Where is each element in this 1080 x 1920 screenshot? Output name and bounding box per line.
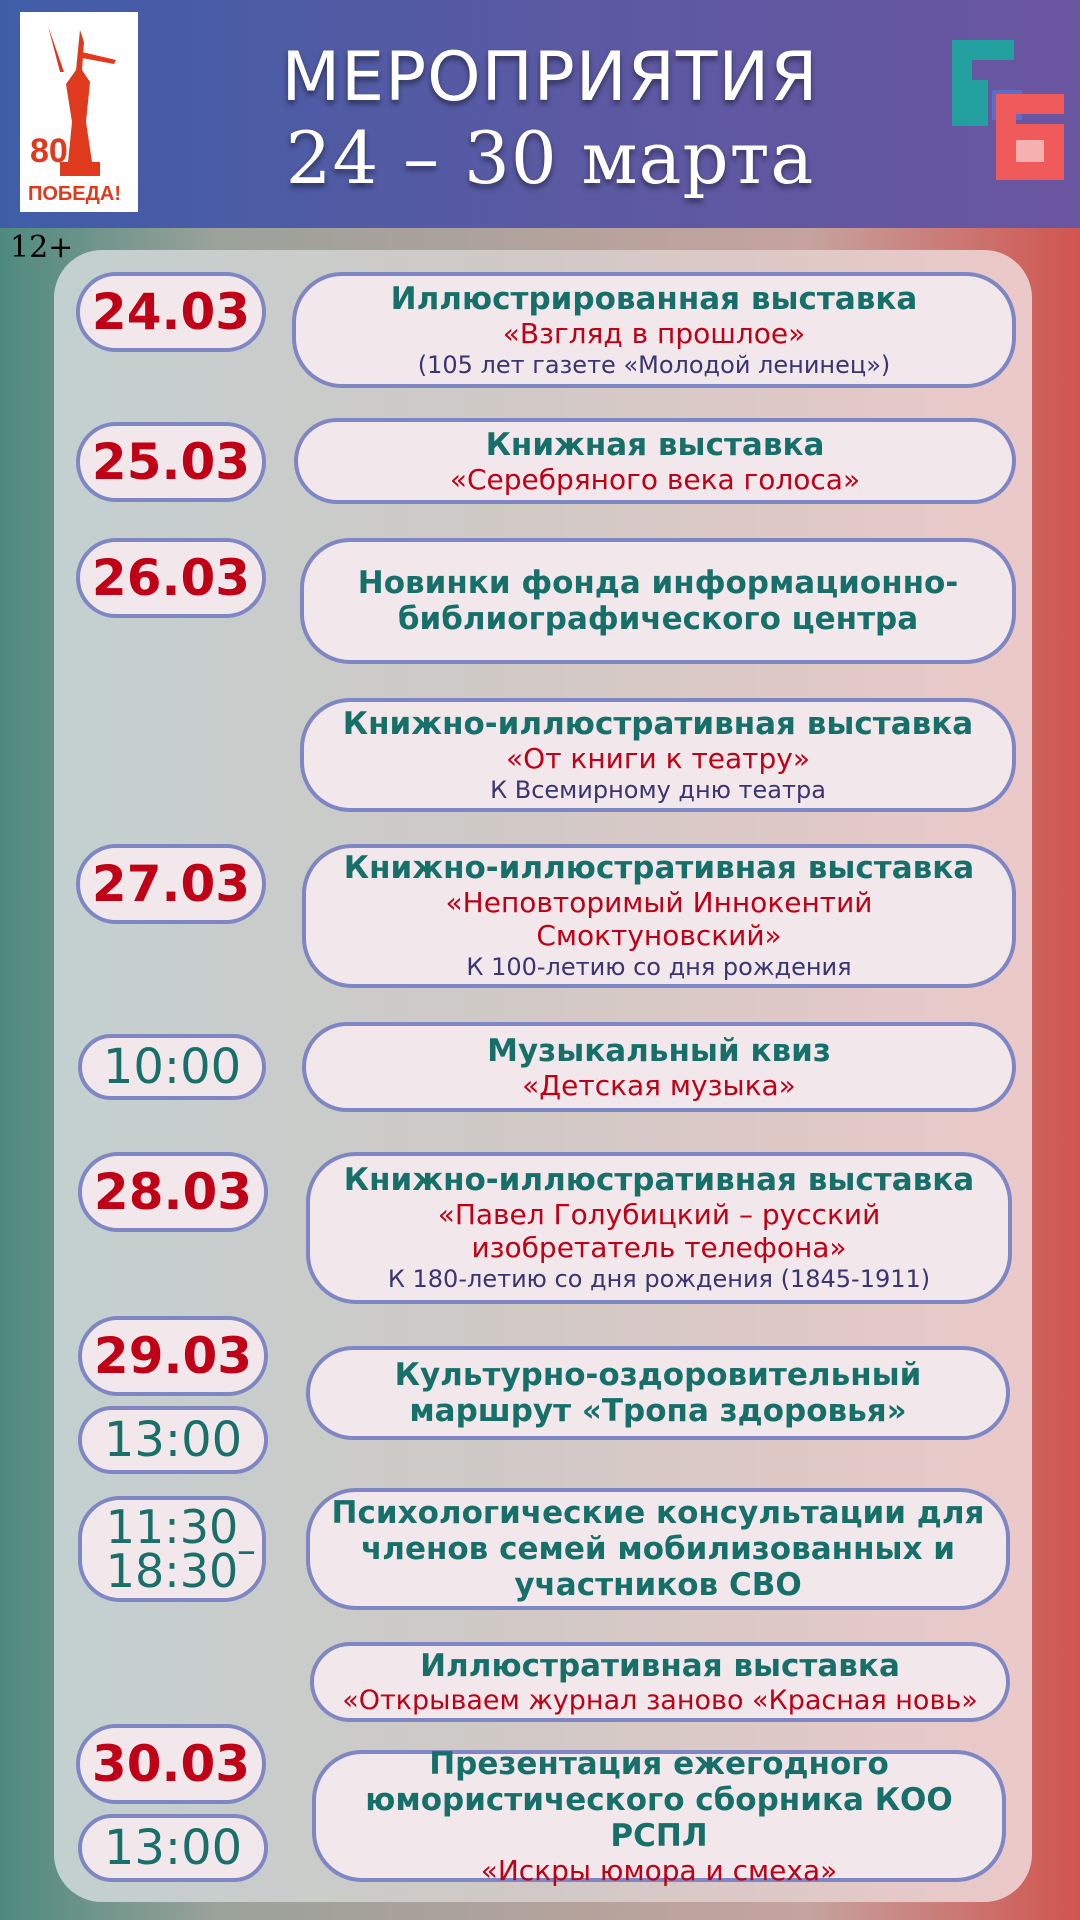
event-title: Иллюстративная выставка [420, 1647, 900, 1684]
time-badge: 10:00 [78, 1034, 266, 1100]
event-card [300, 538, 1016, 664]
event-name: «Искры юмора и смеха» [480, 1853, 838, 1887]
event-title: Книжно-иллюстративная выставка [342, 705, 974, 742]
svg-text:80: 80 [30, 132, 68, 170]
time-range-badge [78, 1496, 266, 1602]
event-note: К Всемирному дню театра [490, 775, 826, 804]
event-title: Психологические консультации для членов семей мобилизованных и участников СВО [331, 1495, 985, 1603]
event-name: «Серебряного века голоса» [449, 462, 861, 496]
event-name: «От книги к театру» [506, 741, 810, 775]
event-card [300, 698, 1016, 812]
event-title: Культурно-оздоровительный маршрут «Тропа здоровья» [394, 1357, 922, 1429]
event-title: Книжно-иллюстративная выставка [343, 1162, 975, 1198]
event-name: «Взгляд в прошлое» [502, 316, 806, 350]
event-name: «Неповторимый Иннокентий Смоктуновский» [445, 886, 873, 952]
event-card [302, 1022, 1016, 1112]
time-start: 11:30 [105, 1500, 239, 1554]
event-note: (105 лет газете «Молодой ленинец») [417, 350, 891, 379]
event-title: Новинки фонда информационно-библиографического центра [357, 565, 959, 637]
event-note: К 100-летию со дня рождения [466, 953, 852, 981]
event-title: Презентация ежегодного юмористического сборника КОО РСПЛ [365, 1745, 953, 1854]
date-badge: 28.03 [78, 1152, 268, 1232]
date-range: 24 – 30 марта [285, 116, 815, 200]
library-logo-icon [952, 40, 1064, 180]
date-badge: 24.03 [76, 272, 266, 352]
event-title: Иллюстрированная выставка [390, 280, 918, 317]
victory-80-logo [20, 12, 138, 212]
event-name: «Детская музыка» [522, 1068, 796, 1102]
event-card [306, 1488, 1010, 1610]
event-title: Музыкальный квиз [487, 1032, 831, 1069]
header [0, 0, 1080, 228]
date-badge: 30.03 [76, 1724, 266, 1804]
event-card [306, 1346, 1010, 1440]
event-card [306, 1152, 1012, 1304]
event-card [292, 272, 1016, 388]
age-rating: 12+ [10, 230, 74, 265]
event-title: Книжно-иллюстративная выставка [343, 850, 975, 886]
date-badge: 26.03 [76, 538, 266, 618]
event-name: «Павел Голубицкий – русский изобретатель телефона» [437, 1198, 881, 1264]
event-title: Книжная выставка [485, 426, 825, 463]
event-card [310, 1642, 1010, 1722]
time-badge: 13:00 [78, 1814, 268, 1882]
date-badge: 29.03 [78, 1316, 268, 1396]
date-badge: 25.03 [76, 422, 266, 502]
date-badge: 27.03 [76, 844, 266, 924]
svg-text:ПОБЕДА!: ПОБЕДА! [28, 183, 121, 205]
event-card [294, 418, 1016, 504]
time-badge: 13:00 [78, 1406, 268, 1474]
event-card [312, 1745, 1006, 1887]
victory-statue-icon [20, 12, 138, 212]
event-name: «Открываем журнал заново «Красная новь» [342, 1684, 978, 1716]
page-title: МЕРОПРИЯТИЯ [281, 38, 819, 117]
event-card [302, 844, 1016, 988]
event-note: К 180-летию со дня рождения (1845-1911) [387, 1265, 931, 1293]
time-end: 18:30 [105, 1544, 239, 1598]
time-dash: – [237, 1528, 256, 1572]
